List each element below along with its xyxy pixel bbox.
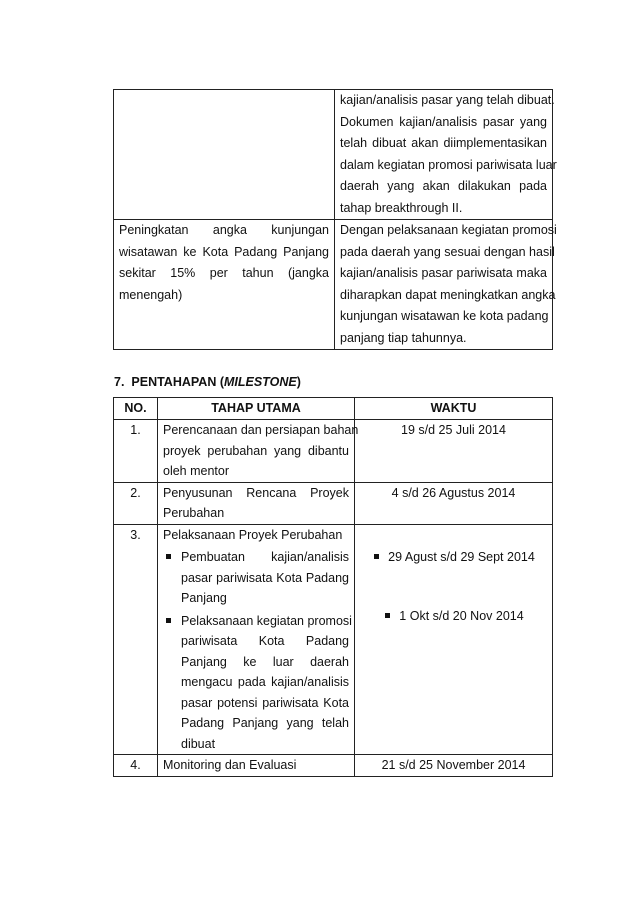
tahap-cell xyxy=(158,755,355,777)
milestone-table xyxy=(113,397,553,777)
text-line: daerah yang akan dilakukan pada xyxy=(340,179,547,193)
column-header-waktu: WAKTU xyxy=(355,398,553,420)
text-line: kunjungan wisatawan ke kota padang xyxy=(340,309,549,323)
table-row xyxy=(114,482,553,524)
row-number: 2. xyxy=(114,482,158,524)
table-header-row xyxy=(114,398,553,420)
text-line: menengah) xyxy=(119,287,183,302)
goals-table xyxy=(113,89,557,350)
section-number: 7. xyxy=(114,375,125,389)
text-line: Peningkatan angka kunjungan xyxy=(119,223,329,237)
waktu-bullet xyxy=(383,606,523,627)
text-line: Perencanaan dan persiapan bahan xyxy=(163,423,359,437)
text-line: pada daerah yang sesuai dengan hasil xyxy=(340,244,555,259)
text-line: Penyusunan Rencana Proyek xyxy=(163,485,349,500)
row-number: 3. xyxy=(114,524,158,755)
column-header-no: NO. xyxy=(114,398,158,420)
section-title-italic: MILESTONE xyxy=(223,375,297,389)
waktu-text: 1 Okt s/d 20 Nov 2014 xyxy=(399,609,524,623)
text-line: pariwisata Kota Padang xyxy=(181,634,349,648)
section-heading xyxy=(114,375,301,389)
waktu-text: 29 Agust s/d 29 Sept 2014 xyxy=(388,549,535,564)
text-line: Panjang xyxy=(181,591,227,605)
text-line: telah dibuat akan diimplementasikan xyxy=(340,136,547,150)
text-line: Monitoring dan Evaluasi xyxy=(163,758,297,772)
text-line: Pembuatan kajian/analisis xyxy=(181,550,349,564)
text-line: Panjang ke luar daerah xyxy=(181,654,349,669)
text-line: kajian/analisis pasar pariwisata maka xyxy=(340,266,547,280)
bullet-icon xyxy=(166,554,171,559)
waktu-cell: 4 s/d 26 Agustus 2014 xyxy=(355,482,553,524)
text-line: diharapkan dapat meningkatkan angka xyxy=(340,287,556,302)
bullet-item xyxy=(163,611,352,755)
bullet-icon xyxy=(374,554,379,559)
tahap-title: Pelaksanaan Proyek Perubahan xyxy=(163,527,343,542)
text-line: proyek perubahan yang dibantu xyxy=(163,443,349,458)
table-row xyxy=(114,220,553,350)
text-line: Dokumen kajian/analisis pasar yang xyxy=(340,114,547,129)
section-title-suffix: ) xyxy=(296,375,301,389)
bullet-icon xyxy=(385,613,390,618)
waktu-cell: 19 s/d 25 Juli 2014 xyxy=(355,420,553,483)
waktu-bullet xyxy=(372,547,535,568)
text-line: Padang Panjang yang telah xyxy=(181,716,349,730)
tahap-cell xyxy=(158,420,359,483)
table-row xyxy=(114,524,553,755)
text-line: tahap breakthrough II. xyxy=(340,200,463,215)
text-line: pasar potensi pariwisata Kota xyxy=(181,695,349,710)
text-line: dalam kegiatan promosi pariwisata luar xyxy=(340,157,557,172)
text-line: oleh mentor xyxy=(163,464,230,478)
text-line: wisatawan ke Kota Padang Panjang xyxy=(119,244,329,259)
table-row xyxy=(114,755,553,777)
row-number: 1. xyxy=(114,420,158,483)
right-cell xyxy=(335,90,557,220)
tahap-cell xyxy=(158,482,355,524)
table-row xyxy=(114,420,553,483)
text-line: Perubahan xyxy=(163,506,225,520)
text-line: Dengan pelaksanaan kegiatan promosi xyxy=(340,223,557,237)
bullet-item xyxy=(163,547,349,609)
column-header-tahap: TAHAP UTAMA xyxy=(158,398,355,420)
text-line: sekitar 15% per tahun (jangka xyxy=(119,266,329,280)
waktu-cell: 21 s/d 25 November 2014 xyxy=(355,755,553,777)
tahap-cell xyxy=(158,524,355,755)
row-number: 4. xyxy=(114,755,158,777)
text-line: kajian/analisis pasar yang telah dibuat. xyxy=(340,93,555,107)
waktu-cell xyxy=(355,524,553,755)
left-cell xyxy=(114,220,335,350)
bullet-icon xyxy=(166,618,171,623)
text-line: Pelaksanaan kegiatan promosi xyxy=(181,613,352,628)
text-line: dibuat xyxy=(181,736,216,751)
right-cell xyxy=(335,220,557,350)
text-line: panjang tiap tahunnya. xyxy=(340,330,467,345)
table-row xyxy=(114,90,553,220)
section-title-prefix: PENTAHAPAN ( xyxy=(131,375,224,389)
left-cell-empty xyxy=(114,90,335,220)
text-line: pasar pariwisata Kota Padang xyxy=(181,570,349,585)
text-line: mengacu pada kajian/analisis xyxy=(181,675,349,689)
